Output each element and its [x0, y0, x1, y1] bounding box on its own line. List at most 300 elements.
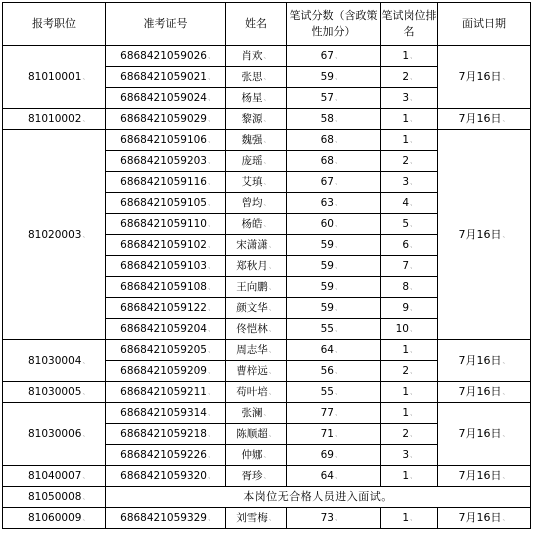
post-cell	[3, 382, 106, 403]
rank-cell-text: 3	[402, 449, 409, 461]
post-cell-text: 81060009	[28, 512, 82, 524]
trailing-mark: 、	[208, 283, 215, 291]
trailing-mark: 、	[263, 94, 271, 102]
ticket-cell-text: 6868421059226	[120, 449, 207, 461]
trailing-mark: 、	[410, 451, 417, 459]
name-cell	[226, 424, 287, 445]
rank-cell	[381, 403, 438, 424]
name-cell-text: 杨皓	[241, 218, 263, 230]
name-cell-text: 张思	[241, 71, 263, 83]
name-cell	[226, 130, 287, 151]
ticket-cell-text: 6868421059205	[120, 344, 207, 356]
trailing-mark: 、	[208, 409, 215, 417]
score-cell-text: 56	[320, 365, 334, 377]
trailing-mark: 、	[208, 136, 215, 144]
trailing-mark: 、	[410, 388, 417, 396]
interview-date-cell-text: 7月16日	[458, 385, 502, 398]
trailing-mark: 、	[410, 115, 417, 123]
header-rank: 笔试岗位排名	[381, 3, 438, 46]
ticket-cell	[106, 424, 226, 445]
rank-cell	[381, 277, 438, 298]
trailing-mark: 、	[208, 157, 215, 165]
name-cell-text: 张澜	[241, 407, 263, 419]
post-cell	[3, 46, 106, 109]
trailing-mark: 、	[82, 73, 90, 81]
rank-cell	[381, 298, 438, 319]
score-cell-text: 59	[320, 281, 334, 293]
rank-cell-text: 2	[402, 71, 409, 83]
trailing-mark: 、	[208, 367, 215, 375]
rank-cell	[381, 340, 438, 361]
no-candidate-note-text: 本岗位无合格人员进入面试。	[243, 490, 393, 503]
interview-date-cell	[438, 403, 531, 466]
post-cell	[3, 130, 106, 340]
ticket-cell-text: 6868421059218	[120, 428, 207, 440]
name-cell-text: 杨星	[241, 92, 263, 104]
trailing-mark: 、	[208, 451, 215, 459]
trailing-mark: 、	[335, 73, 342, 81]
rank-cell	[381, 235, 438, 256]
trailing-mark: 、	[268, 304, 276, 312]
score-cell-text: 59	[320, 71, 334, 83]
header-score: 笔试分数（含政策性加分）	[287, 3, 381, 46]
post-cell-text: 81020003	[28, 228, 82, 241]
trailing-mark: 、	[335, 304, 342, 312]
name-cell	[226, 340, 287, 361]
score-cell-text: 69	[320, 449, 334, 461]
name-cell-text: 苟叶培	[236, 386, 268, 398]
rank-cell-text: 1	[402, 113, 409, 125]
ticket-cell-text: 6868421059122	[120, 302, 207, 314]
score-cell-text: 55	[320, 323, 334, 335]
score-cell-text: 60	[320, 218, 334, 230]
score-cell-text: 64	[320, 470, 334, 482]
interview-date-cell-text: 7月16日	[458, 227, 502, 241]
trailing-mark: 、	[410, 304, 417, 312]
trailing-mark: 、	[268, 346, 276, 354]
name-cell-text: 佟恺林	[236, 323, 268, 335]
rank-cell-text: 7	[402, 260, 409, 272]
trailing-mark: 、	[410, 367, 417, 375]
interview-date-cell-text: 7月16日	[458, 70, 502, 83]
rank-cell-text: 9	[402, 302, 409, 314]
trailing-mark: 、	[263, 52, 271, 60]
ticket-cell	[106, 403, 226, 424]
name-cell	[226, 256, 287, 277]
ticket-cell	[106, 193, 226, 214]
rank-cell-text: 4	[402, 197, 409, 209]
trailing-mark: 、	[208, 388, 215, 396]
trailing-mark: 、	[502, 388, 510, 396]
trailing-mark: 、	[410, 514, 417, 522]
name-cell	[226, 403, 287, 424]
score-cell-text: 77	[320, 407, 334, 419]
ticket-cell-text: 6868421059106	[120, 134, 207, 146]
rank-cell	[381, 424, 438, 445]
name-cell-text: 陈顺超	[236, 428, 268, 440]
interview-date-cell-text: 7月16日	[458, 469, 502, 482]
score-cell-text: 57	[320, 92, 334, 104]
trailing-mark: 、	[502, 514, 510, 522]
rank-cell	[381, 130, 438, 151]
interview-date-cell	[438, 466, 531, 487]
trailing-mark: 、	[263, 157, 271, 165]
score-cell	[287, 256, 381, 277]
trailing-mark: 、	[335, 241, 342, 249]
trailing-mark: 、	[208, 304, 215, 312]
name-cell	[226, 88, 287, 109]
rank-cell	[381, 382, 438, 403]
trailing-mark: 、	[335, 346, 342, 354]
ticket-cell	[106, 298, 226, 319]
name-cell-text: 艾瑱	[241, 176, 263, 188]
score-cell-text: 63	[320, 197, 334, 209]
trailing-mark: 、	[335, 136, 342, 144]
name-cell-text: 庞瑶	[241, 155, 263, 167]
score-cell-text: 59	[320, 302, 334, 314]
trailing-mark: 、	[335, 157, 342, 165]
trailing-mark: 、	[335, 451, 342, 459]
trailing-mark: 、	[82, 493, 90, 501]
interview-date-cell	[438, 508, 531, 529]
trailing-mark: 、	[208, 430, 215, 438]
trailing-mark: 、	[410, 346, 417, 354]
trailing-mark: 、	[208, 73, 215, 81]
ticket-cell-text: 6868421059203	[120, 155, 207, 167]
trailing-mark: 、	[410, 178, 417, 186]
name-cell	[226, 151, 287, 172]
name-cell-text: 魏强	[241, 134, 263, 146]
trailing-mark: 、	[335, 409, 342, 417]
trailing-mark: 、	[268, 283, 276, 291]
ticket-cell	[106, 466, 226, 487]
ticket-cell	[106, 88, 226, 109]
score-cell	[287, 508, 381, 529]
trailing-mark: 、	[335, 199, 342, 207]
trailing-mark: 、	[208, 178, 215, 186]
name-cell-text: 刘雪梅	[236, 512, 268, 524]
rank-cell	[381, 46, 438, 67]
ticket-cell-text: 6868421059320	[120, 470, 207, 482]
ticket-cell-text: 6868421059102	[120, 239, 207, 251]
trailing-mark: 、	[335, 388, 342, 396]
rank-cell-text: 3	[402, 176, 409, 188]
name-cell-text: 仲娜	[241, 449, 263, 461]
interview-date-cell-text: 7月16日	[458, 511, 502, 524]
score-cell	[287, 130, 381, 151]
rank-cell	[381, 361, 438, 382]
trailing-mark: 、	[335, 472, 342, 480]
ticket-cell	[106, 67, 226, 88]
trailing-mark: 、	[335, 367, 342, 375]
trailing-mark: 、	[335, 262, 342, 270]
ticket-cell-text: 6868421059029	[120, 113, 207, 125]
trailing-mark: 、	[263, 220, 271, 228]
trailing-mark: 、	[335, 94, 342, 102]
score-cell	[287, 214, 381, 235]
ticket-cell	[106, 46, 226, 67]
rank-cell-text: 1	[402, 344, 409, 356]
post-cell	[3, 487, 106, 508]
trailing-mark: 、	[208, 199, 215, 207]
score-cell-text: 73	[320, 512, 334, 524]
trailing-mark: 、	[268, 388, 276, 396]
trailing-mark: 、	[410, 199, 417, 207]
ticket-cell-text: 6868421059021	[120, 71, 207, 83]
trailing-mark: 、	[82, 472, 90, 480]
trailing-mark: 、	[82, 230, 90, 239]
trailing-mark: 、	[268, 430, 276, 438]
trailing-mark: 、	[335, 283, 342, 291]
rank-cell	[381, 109, 438, 130]
score-cell	[287, 235, 381, 256]
table-row	[3, 382, 531, 403]
score-cell	[287, 340, 381, 361]
score-cell-text: 64	[320, 344, 334, 356]
trailing-mark: 、	[208, 346, 215, 354]
rank-cell	[381, 214, 438, 235]
ticket-cell	[106, 508, 226, 529]
name-cell	[226, 508, 287, 529]
ticket-cell	[106, 319, 226, 340]
score-cell-text: 59	[320, 239, 334, 251]
trailing-mark: 、	[268, 367, 276, 375]
ticket-cell-text: 6868421059110	[120, 218, 207, 230]
rank-cell	[381, 319, 438, 340]
ticket-cell-text: 6868421059103	[120, 260, 207, 272]
trailing-mark: 、	[410, 241, 417, 249]
trailing-mark: 、	[335, 514, 342, 522]
trailing-mark: 、	[335, 52, 342, 60]
trailing-mark: 、	[82, 514, 90, 522]
rank-cell	[381, 151, 438, 172]
interview-date-cell-text: 7月16日	[458, 112, 502, 125]
score-cell	[287, 298, 381, 319]
post-cell	[3, 340, 106, 382]
ticket-cell-text: 6868421059314	[120, 407, 207, 419]
name-cell	[226, 298, 287, 319]
rank-cell-text: 10	[395, 323, 409, 335]
rank-cell-text: 1	[402, 407, 409, 419]
rank-cell	[381, 256, 438, 277]
rank-cell-text: 8	[402, 281, 409, 293]
trailing-mark: 、	[263, 409, 271, 417]
name-cell	[226, 235, 287, 256]
trailing-mark: 、	[410, 283, 417, 291]
table-row	[3, 466, 531, 487]
name-cell-text: 肖欢	[241, 50, 263, 62]
name-cell-text: 曹梓远	[236, 365, 268, 377]
ticket-cell-text: 6868421059209	[120, 365, 207, 377]
rank-cell-text: 1	[402, 50, 409, 62]
trailing-mark: 、	[335, 115, 342, 123]
name-cell-text: 王向鹏	[236, 281, 268, 293]
ticket-cell	[106, 256, 226, 277]
trailing-mark: 、	[263, 136, 271, 144]
rank-cell-text: 3	[402, 92, 409, 104]
score-cell-text: 67	[320, 176, 334, 188]
name-cell	[226, 67, 287, 88]
header-date: 面试日期	[438, 3, 531, 46]
trailing-mark: 、	[263, 115, 271, 123]
rank-cell	[381, 172, 438, 193]
trailing-mark: 、	[410, 409, 417, 417]
interview-date-cell	[438, 109, 531, 130]
name-cell	[226, 445, 287, 466]
score-cell	[287, 382, 381, 403]
score-cell	[287, 67, 381, 88]
table-row	[3, 403, 531, 424]
ticket-cell-text: 6868421059105	[120, 197, 207, 209]
trailing-mark: 、	[502, 430, 510, 438]
rank-cell-text: 1	[402, 512, 409, 524]
rank-cell	[381, 466, 438, 487]
ticket-cell	[106, 235, 226, 256]
trailing-mark: 、	[82, 115, 90, 123]
table-row	[3, 487, 531, 508]
trailing-mark: 、	[263, 73, 271, 81]
trailing-mark: 、	[208, 220, 215, 228]
trailing-mark: 、	[263, 451, 271, 459]
score-cell	[287, 88, 381, 109]
name-cell	[226, 361, 287, 382]
ticket-cell	[106, 277, 226, 298]
trailing-mark: 、	[335, 178, 342, 186]
name-cell	[226, 109, 287, 130]
trailing-mark: 、	[410, 220, 417, 228]
post-cell-text: 81050008	[28, 491, 82, 503]
score-cell-text: 68	[320, 155, 334, 167]
interview-date-cell	[438, 340, 531, 382]
table-body	[3, 46, 531, 529]
ticket-cell-text: 6868421059024	[120, 92, 207, 104]
ticket-cell-text: 6868421059026	[120, 50, 207, 62]
trailing-mark: 、	[268, 241, 276, 249]
rank-cell-text: 1	[402, 134, 409, 146]
rank-cell	[381, 88, 438, 109]
trailing-mark: 、	[208, 514, 215, 522]
rank-cell	[381, 193, 438, 214]
ticket-cell	[106, 130, 226, 151]
trailing-mark: 、	[208, 325, 215, 333]
name-cell	[226, 172, 287, 193]
trailing-mark: 、	[335, 325, 342, 333]
post-cell-text: 81040007	[28, 470, 82, 482]
score-cell	[287, 151, 381, 172]
post-cell-text: 81030004	[28, 354, 82, 367]
header-name: 姓名	[226, 3, 287, 46]
trailing-mark: 、	[208, 52, 215, 60]
trailing-mark: 、	[82, 356, 90, 365]
trailing-mark: 、	[502, 73, 510, 81]
trailing-mark: 、	[208, 262, 215, 270]
trailing-mark: 、	[410, 94, 417, 102]
score-cell-text: 71	[320, 428, 334, 440]
name-cell-text: 黎源	[241, 113, 263, 125]
ticket-cell-text: 6868421059204	[120, 323, 207, 335]
trailing-mark: 、	[335, 220, 342, 228]
trailing-mark: 、	[410, 325, 417, 333]
header-row	[3, 3, 531, 46]
trailing-mark: 、	[502, 230, 510, 239]
trailing-mark: 、	[263, 178, 271, 186]
trailing-mark: 、	[268, 262, 276, 270]
trailing-mark: 、	[335, 430, 342, 438]
table-row	[3, 109, 531, 130]
score-cell	[287, 361, 381, 382]
name-cell-text: 郑秋月	[236, 260, 268, 272]
score-cell	[287, 466, 381, 487]
trailing-mark: 、	[410, 262, 417, 270]
trailing-mark: 、	[410, 73, 417, 81]
trailing-mark: 、	[410, 136, 417, 144]
score-cell-text: 67	[320, 50, 334, 62]
trailing-mark: 、	[410, 472, 417, 480]
rank-cell-text: 2	[402, 155, 409, 167]
rank-cell	[381, 508, 438, 529]
score-cell-text: 55	[320, 386, 334, 398]
trailing-mark: 、	[410, 430, 417, 438]
rank-cell-text: 6	[402, 239, 409, 251]
rank-cell-text: 2	[402, 428, 409, 440]
trailing-mark: 、	[268, 325, 276, 333]
ticket-cell	[106, 109, 226, 130]
table-row	[3, 46, 531, 67]
trailing-mark: 、	[82, 388, 90, 396]
score-cell	[287, 46, 381, 67]
no-candidate-note	[106, 487, 531, 508]
ticket-cell-text: 6868421059116	[120, 176, 207, 188]
trailing-mark: 、	[268, 514, 276, 522]
name-cell	[226, 214, 287, 235]
post-cell	[3, 466, 106, 487]
interview-date-cell	[438, 382, 531, 403]
interview-date-cell	[438, 130, 531, 340]
ticket-cell	[106, 172, 226, 193]
post-cell	[3, 403, 106, 466]
name-cell	[226, 277, 287, 298]
rank-cell	[381, 67, 438, 88]
name-cell-text: 颜文华	[236, 302, 268, 314]
trailing-mark: 、	[502, 356, 510, 365]
post-cell	[3, 508, 106, 529]
trailing-mark: 、	[502, 115, 510, 123]
ticket-cell	[106, 151, 226, 172]
trailing-mark: 、	[208, 472, 215, 480]
rank-cell-text: 1	[402, 386, 409, 398]
score-cell	[287, 109, 381, 130]
trailing-mark: 、	[208, 241, 215, 249]
score-cell	[287, 403, 381, 424]
post-cell-text: 81010002	[28, 113, 82, 125]
ticket-cell	[106, 361, 226, 382]
ticket-cell-text: 6868421059108	[120, 281, 207, 293]
ticket-cell-text: 6868421059211	[120, 386, 207, 398]
post-cell-text: 81010001	[28, 71, 82, 83]
trailing-mark: 、	[263, 472, 271, 480]
interview-date-cell-text: 7月16日	[458, 427, 502, 440]
trailing-mark: 、	[208, 94, 215, 102]
trailing-mark: 、	[208, 115, 215, 123]
name-cell	[226, 382, 287, 403]
interview-date-cell	[438, 46, 531, 109]
table-row	[3, 508, 531, 529]
ticket-cell	[106, 382, 226, 403]
name-cell	[226, 46, 287, 67]
score-cell	[287, 277, 381, 298]
trailing-mark: 、	[410, 52, 417, 60]
rank-cell-text: 2	[402, 365, 409, 377]
